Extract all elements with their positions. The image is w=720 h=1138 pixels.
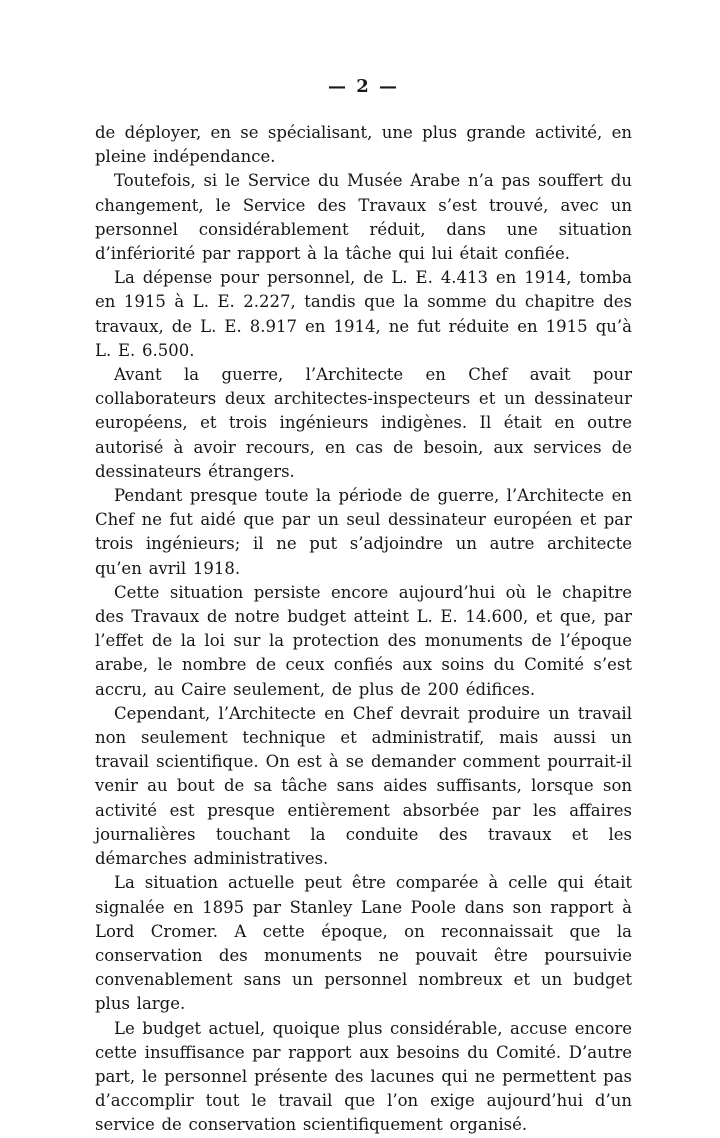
text-block (95, 121, 632, 1138)
paragraph: Pendant presque toute la période de guerre, l’Architecte en Chef ne fut aidé que par un seul dessinateur européen et par trois ingénieurs; il ne put s’adjoindre un autre architecte qu’en avril 1918. (95, 486, 632, 578)
paragraph: Cependant, l’Architecte en Chef devrait produire un travail non seulement technique et administratif, mais aussi un travail scientifique. On est à se demander comment pourrait-il venir au bout de sa tâche sans aides suffisants, lorsque son activité est presque entièrement absorbée par les affaires journalières touchant la conduite des travaux et les démarches administratives. (95, 703, 632, 869)
paragraph: Cette situation persiste encore aujourd’hui où le chapitre des Travaux de notre budget atteint L. E. 14.600, et que, par l’effet de la loi sur la protection des monuments de l’époque arabe, le nombre de ceux confiés aux soins du Comité s’est accru, au Caire seulement, de plus de 200 édifices. (95, 582, 632, 699)
paragraph: La dépense pour personnel, de L. E. 4.413 en 1914, tomba en 1915 à L. E. 2.227, tandis que la somme du chapitre des travaux, de L. E. 8.917 en 1914, ne fut réduite en 1915 qu’à L. E. 6.500. (95, 268, 632, 360)
paragraph: La situation actuelle peut être comparée à celle qui était signalée en 1895 par Stanley Lane Poole dans son rapport à Lord Cromer. A cette époque, on reconnaissait que la conservation des monuments ne pouvait être poursuivie convenablement sans un personnel nombreux et un budget plus large. (95, 873, 632, 1014)
page-number: — 2 — (327, 76, 400, 97)
paragraph: Toutefois, si le Service du Musée Arabe n’a pas souffert du changement, le Service des Travaux s’est trouvé, avec un personnel considérablement réduit, dans une situation d’infériorité par rapport à la tâche qui lui était confiée. (95, 171, 632, 264)
paragraph: de déployer, en se spécialisant, une plus grande activité, en pleine indépendance. (95, 123, 632, 167)
paragraph: Le budget actuel, quoique plus considérable, accuse encore cette insuffisance par rapport aux besoins du Comité. D’autre part, le personnel présente des lacunes qui ne permettent pas d’accomplir tout le travail que l’on exige aujourd’hui d’un service de conservation scientifiquement organisé. (95, 1018, 632, 1135)
paragraph: Avant la guerre, l’Architecte en Chef avait pour collaborateurs deux architectes-inspecteurs et un dessinateur européens, et trois ingénieurs indigènes. Il était en outre autorisé à avoir recours, en cas de besoin, aux services de dessinateurs étrangers. (95, 365, 632, 481)
